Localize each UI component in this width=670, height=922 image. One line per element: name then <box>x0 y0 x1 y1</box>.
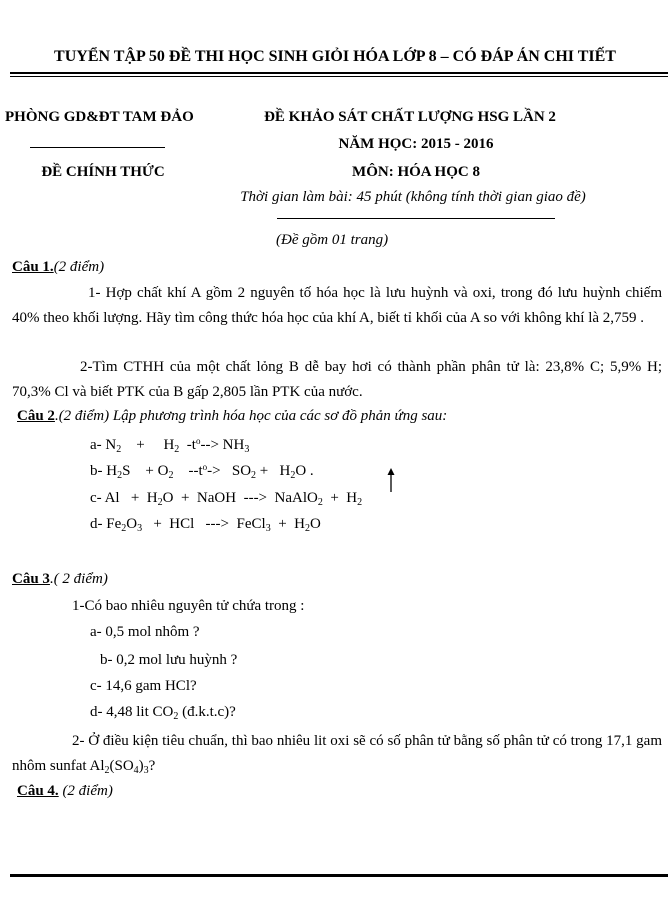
question-label: Câu 3 <box>12 571 50 587</box>
text-run: + H <box>322 490 358 506</box>
title-divider <box>10 72 668 74</box>
question-4-heading <box>17 781 113 801</box>
question-points: .( 2 điểm) <box>49 571 108 587</box>
text-run: b- H <box>90 463 118 479</box>
question-label: Câu 1. <box>12 259 54 275</box>
question-3-heading <box>12 569 108 589</box>
equation-c <box>90 488 362 508</box>
text-run: b- 0,2 mol lưu huỳnh ? <box>100 652 238 668</box>
footer-divider <box>10 874 668 877</box>
question-3-intro: 1-Có bao nhiêu nguyên tử chứa trong : <box>72 598 305 614</box>
subject: MÔN: HÓA HỌC 8 <box>352 164 480 180</box>
subscript: 2 <box>174 444 180 455</box>
text-run: a- N <box>90 437 117 453</box>
text-run: ) <box>138 758 144 774</box>
equation-d <box>90 514 321 534</box>
text-run: --> NH <box>200 437 245 453</box>
text-run: --t <box>173 463 203 479</box>
superscript: o <box>195 436 201 446</box>
duration: Thời gian làm bài: 45 phút (không tính thời gian giao đề) <box>240 189 586 205</box>
question-1-part-2 <box>12 355 662 405</box>
equation-a <box>90 435 249 455</box>
subscript: 2 <box>168 470 174 481</box>
text-run: d- Fe <box>90 516 122 532</box>
question-3-part-2 <box>12 729 662 779</box>
subscript: 2 <box>173 711 179 722</box>
text-run: + H <box>256 463 291 479</box>
subscript: 2 <box>290 470 296 481</box>
question-3-item-c <box>90 676 197 696</box>
exam-title: ĐỀ KHẢO SÁT CHẤT LƯỢNG HSG LẦN 2 <box>264 109 556 125</box>
text-run: 1- Hợp chất khí A gồm 2 nguyên tố hóa học là lưu huỳnh và oxi, trong đó lưu huỳnh chiếm 40% theo khối lượng. Hãy tìm công thức hóa học của khí A, biết tỉ khối của A so với không khí là 2,759 . <box>12 285 662 326</box>
department-name: PHÒNG GD&ĐT TAM ĐẢO <box>5 109 194 125</box>
text-run: + HCl ---> FeCl <box>142 516 266 532</box>
text-run: O <box>126 516 138 532</box>
text-run: O . <box>295 463 314 479</box>
question-points: (2 điểm) <box>58 783 113 799</box>
question-points: (2 điểm) <box>53 259 105 275</box>
text-run: (đ.k.t.c)? <box>178 704 236 720</box>
text-run: d- 4,48 lit CO <box>90 704 174 720</box>
subscript: 3 <box>137 523 143 534</box>
subscript: 3 <box>244 444 250 455</box>
school-year: NĂM HỌC: 2015 - 2016 <box>338 136 494 152</box>
text-run: S + O <box>122 463 169 479</box>
text-run: + H <box>121 437 175 453</box>
subscript: 3 <box>265 523 271 534</box>
text-run: c- Al + H <box>90 490 158 506</box>
text-run: ? <box>148 758 156 774</box>
text-run: (SO <box>109 758 134 774</box>
duration-divider <box>277 218 555 219</box>
gas-arrow-icon <box>386 468 396 492</box>
official-label: ĐỀ CHÍNH THỨC <box>41 164 165 180</box>
text-run: -> SO <box>207 463 252 479</box>
text-run: a- 0,5 mol nhôm ? <box>90 624 200 640</box>
title-divider-secondary <box>10 76 668 77</box>
subscript: 2 <box>117 470 123 481</box>
subscript: 3 <box>143 765 149 776</box>
question-3-item-d <box>90 702 236 722</box>
subscript: 2 <box>251 470 257 481</box>
subscript: 2 <box>104 765 110 776</box>
collection-title: TUYỂN TẬP 50 ĐỀ THI HỌC SINH GIỎI HÓA LỚP 8 – CÓ ĐÁP ÁN CHI TIẾT <box>54 48 616 65</box>
superscript: o <box>202 462 208 472</box>
subscript: 2 <box>116 444 122 455</box>
question-label: Câu 4. <box>17 783 59 799</box>
question-1-heading <box>12 257 104 277</box>
question-2-heading <box>17 406 447 426</box>
text-run: + H <box>270 516 305 532</box>
question-points: .(2 điểm) Lập phương trình hóa học của các sơ đồ phản ứng sau: <box>54 408 448 424</box>
text-run: O <box>309 516 321 532</box>
question-label: Câu 2 <box>17 408 55 424</box>
subscript: 2 <box>317 497 323 508</box>
subscript: 4 <box>133 765 139 776</box>
question-1-part-1 <box>12 281 662 331</box>
text-run: c- 14,6 gam HCl? <box>90 678 197 694</box>
question-3-item-a <box>90 622 200 642</box>
text-run: 2- Ở điều kiện tiêu chuẩn, thì bao nhiêu lit oxi sẽ có số phân tử bằng số phân tử có trong 17,1 gam nhôm sunfat Al <box>12 733 662 774</box>
department-divider <box>30 147 165 148</box>
equation-b <box>90 461 314 481</box>
question-3-item-b <box>100 650 237 670</box>
text-run: 2-Tìm CTHH của một chất lỏng B dễ bay hơi có thành phần phân tử là: 23,8% C; 5,9% H; 70,3% Cl và biết PTK của B gấp 2,805 lần PTK của nước. <box>12 359 662 400</box>
subscript: 2 <box>121 523 127 534</box>
subscript: 2 <box>157 497 163 508</box>
subscript: 2 <box>357 497 363 508</box>
pages-note: (Đề gồm 01 trang) <box>276 232 389 248</box>
subscript: 2 <box>304 523 310 534</box>
text-run: O + NaOH ---> NaAlO <box>162 490 318 506</box>
text-run: -t <box>179 437 196 453</box>
